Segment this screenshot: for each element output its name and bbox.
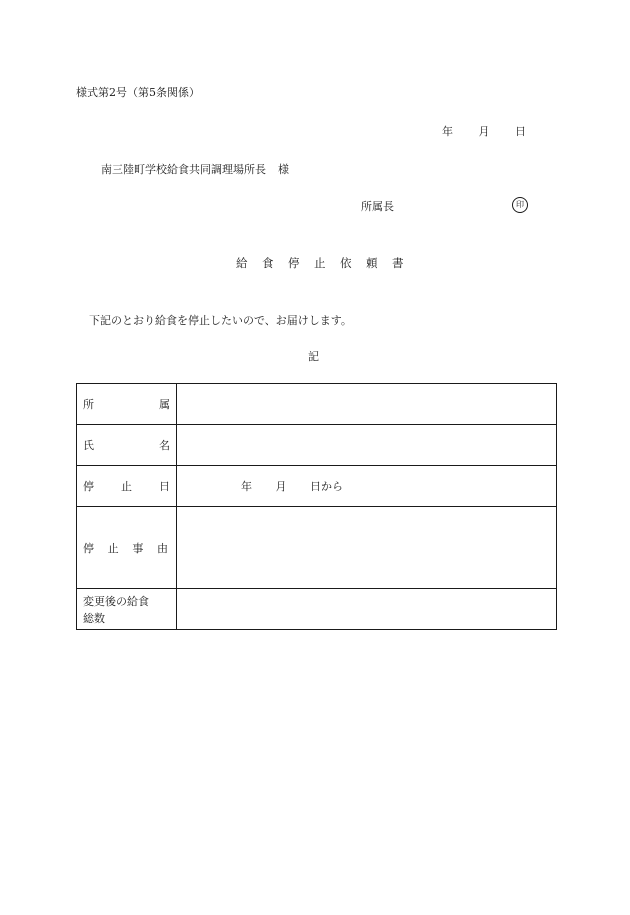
field-stop-date[interactable] [177,466,557,507]
stop-date-day-from: 日から [310,480,343,493]
label-changed-meal-count [77,589,177,630]
label-name-char: 氏 [83,439,94,452]
row-changed-meal-count [77,589,557,630]
field-changed-meal-count[interactable] [177,589,557,630]
date-year: 年 [442,125,453,138]
form-number: 様式第2号（第5条関係） [76,86,200,99]
label-stop-date-char: 止 [121,480,132,493]
field-stop-reason[interactable] [177,507,557,589]
label-stop-reason-char: 停 [83,541,94,555]
addressee-name: 南三陸町学校給食共同調理場所長 [101,163,266,176]
label-affiliation-char: 所 [83,398,94,411]
date-day: 日 [515,125,526,138]
row-affiliation [77,384,557,425]
ki-marker: 記 [308,350,319,363]
label-affiliation [77,384,177,425]
label-affiliation-char: 属 [159,398,170,411]
label-changed-meal-count-line2: 総数 [83,612,105,625]
date-month: 月 [478,125,490,138]
label-stop-date-char: 日 [159,480,170,493]
label-stop-reason-char: 止 [107,541,119,555]
label-changed-meal-count-line1: 変更後の給食 [83,595,149,608]
document-title: 給食停止依頼書 [236,256,418,270]
stop-date-year: 年 [241,480,252,493]
field-name[interactable] [177,425,557,466]
label-name-char: 名 [159,439,170,452]
label-name [77,425,177,466]
label-stop-date [77,466,177,507]
label-stop-reason-char: 事 [132,541,144,555]
seal-icon: 印 [512,197,528,213]
label-stop-date-char: 停 [83,480,94,493]
row-stop-date [77,466,557,507]
stop-date-month: 月 [275,480,287,493]
row-stop-reason [77,507,557,589]
honorific: 様 [278,163,289,176]
row-name [77,425,557,466]
affiliation-head-label: 所属長 [361,200,394,213]
request-form-table [76,383,557,630]
body-text: 下記のとおり給食を停止したいので、お届けします。 [89,314,352,327]
label-stop-reason-char: 由 [156,541,168,555]
label-stop-reason [77,507,177,589]
submission-date [442,123,526,139]
addressee [101,161,289,177]
field-affiliation[interactable] [177,384,557,425]
